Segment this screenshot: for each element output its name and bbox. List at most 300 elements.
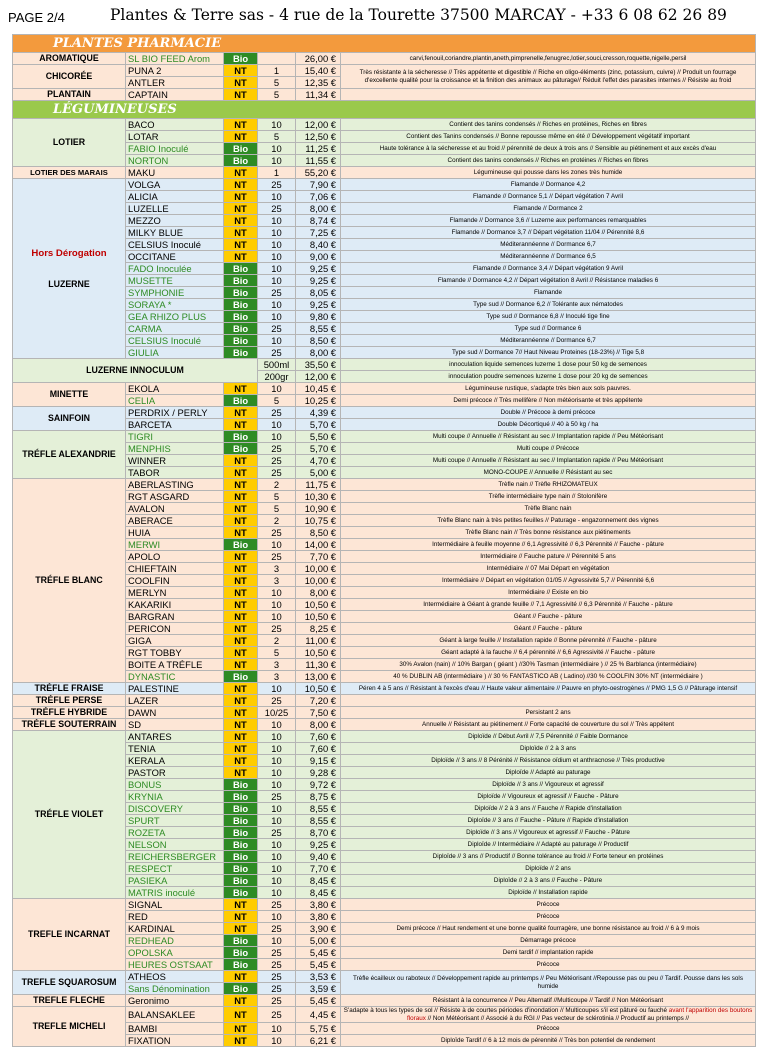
- description-text: Intermédiaire // Existe en bio: [508, 588, 588, 596]
- pack-size: 1: [258, 167, 296, 179]
- label-badge: NT: [224, 131, 258, 143]
- price: 7,60 €: [296, 731, 341, 743]
- pack-size: 10: [258, 731, 296, 743]
- description-text: Trèfle intermédiaire type nain // Stolonifère: [488, 492, 608, 500]
- group-label: TREFLE MICHELI: [32, 1021, 106, 1031]
- variety-name: MUSETTE: [126, 275, 224, 287]
- description: [341, 575, 756, 587]
- price: 7,20 €: [296, 695, 341, 707]
- label-badge: Bio: [224, 671, 258, 683]
- description-text: Géant à large feuille // Installation rapide // Bonne pérennité // Fauche - pâture: [439, 636, 657, 644]
- description-text: Flamande: [534, 288, 563, 296]
- pack-size: 10: [258, 383, 296, 395]
- price: 9,25 €: [296, 299, 341, 311]
- group-name: [13, 971, 126, 995]
- description: [341, 755, 756, 767]
- label-badge: Bio: [224, 275, 258, 287]
- label-badge: NT: [224, 227, 258, 239]
- price: 8,70 €: [296, 827, 341, 839]
- product-row: [13, 707, 756, 719]
- pack-size: 10: [258, 755, 296, 767]
- description: [341, 1007, 756, 1023]
- pack-size: 25: [258, 443, 296, 455]
- pack-size: 25: [258, 695, 296, 707]
- label-badge: NT: [224, 251, 258, 263]
- description: [341, 611, 756, 623]
- description: [341, 1035, 756, 1047]
- variety-name: TIGRI: [126, 431, 224, 443]
- label-badge: Bio: [224, 431, 258, 443]
- description-text: Méditerannéenne // Dormance 6,7: [500, 240, 596, 248]
- pack-size: 10: [258, 875, 296, 887]
- pack-size: 10: [258, 239, 296, 251]
- section-title: PLANTES PHARMACIE: [13, 35, 756, 53]
- variety-name: MILKY BLUE: [126, 227, 224, 239]
- description: [341, 215, 756, 227]
- description-text: Diploïde // Installation rapide: [508, 888, 588, 896]
- pack-size: 2: [258, 635, 296, 647]
- label-badge: NT: [224, 479, 258, 491]
- description: [341, 791, 756, 803]
- price: 7,50 €: [296, 707, 341, 719]
- description: [341, 251, 756, 263]
- variety-name: TABOR: [126, 467, 224, 479]
- label-badge: NT: [224, 551, 258, 563]
- description-text: Diploïde // 2 à 3 ans // Fauche // Rapide d'installation: [474, 804, 622, 812]
- variety-name: APOLO: [126, 551, 224, 563]
- derogation-note: Hors Dérogation: [31, 247, 107, 259]
- variety-name: Sans Dénomination: [126, 983, 224, 995]
- variety-name: MENPHIS: [126, 443, 224, 455]
- pack-size: 10: [258, 431, 296, 443]
- description-text: Très résistante à la sécheresse // Très appétente et digestible // Riche en oligo-éléments (zinc, potassium, cuivre) // Produit un fourrage d'excellente qualité pour la croissance et la finition des animaux au pâturage// Réduit l'effet des parasites internes // Résiste au froid: [359, 69, 737, 84]
- description-text: Flamande // Dormance 4,2 // Départ végétation 8 Avril // Résistance maladies 6: [437, 276, 659, 284]
- price: 11,55 €: [296, 155, 341, 167]
- label-badge: Bio: [224, 935, 258, 947]
- variety-name: KERALA: [126, 755, 224, 767]
- description: [341, 707, 756, 719]
- price: 5,00 €: [296, 467, 341, 479]
- variety-name: HEURES OSTSAAT: [126, 959, 224, 971]
- pack-size: 10: [258, 119, 296, 131]
- variety-name: SD: [126, 719, 224, 731]
- variety-name: LOTAR: [126, 131, 224, 143]
- label-badge: Bio: [224, 299, 258, 311]
- label-badge: Bio: [224, 779, 258, 791]
- pack-size: 5: [258, 131, 296, 143]
- description: [341, 53, 756, 65]
- description: [341, 875, 756, 887]
- description: [341, 479, 756, 491]
- pack-size: 10: [258, 839, 296, 851]
- description-text: Contient des tanins condensés // Riches en protéines, Riches en fibres: [449, 120, 647, 128]
- pack-size: 3: [258, 575, 296, 587]
- description-text: Type sud // Dormance 6,2 // Tolérante aux nématodes: [473, 300, 623, 308]
- price: 10,50 €: [296, 647, 341, 659]
- description: [341, 899, 756, 911]
- description: [341, 311, 756, 323]
- price: 3,80 €: [296, 899, 341, 911]
- description: [341, 491, 756, 503]
- product-row: [13, 1007, 756, 1023]
- variety-name: BALANSAKLEE: [126, 1007, 224, 1023]
- price: 8,75 €: [296, 791, 341, 803]
- variety-name: DISCOVERY: [126, 803, 224, 815]
- label-badge: Bio: [224, 263, 258, 275]
- pack-size: 10: [258, 311, 296, 323]
- description-text: Trèfle Blanc nain à très petites feuilles // Paturage - engazonnement des vignes: [437, 516, 659, 524]
- group-name: [13, 431, 126, 479]
- description: [341, 923, 756, 935]
- group-label: LUZERNE: [48, 278, 90, 289]
- price: 5,45 €: [296, 959, 341, 971]
- price: 9,15 €: [296, 755, 341, 767]
- product-row: [13, 899, 756, 911]
- variety-name: REICHERSBERGER: [126, 851, 224, 863]
- variety-name: PUNA 2: [126, 65, 224, 77]
- description: [341, 395, 756, 407]
- label-badge: NT: [224, 971, 258, 983]
- description: [341, 659, 756, 671]
- variety-name: FIXATION: [126, 1035, 224, 1047]
- variety-name: Geronimo: [126, 995, 224, 1007]
- variety-name: FABIO Inoculé: [126, 143, 224, 155]
- variety-name: BARGRAN: [126, 611, 224, 623]
- description: [341, 599, 756, 611]
- description: [341, 335, 756, 347]
- description: [341, 1023, 756, 1035]
- pack-size: 25: [258, 203, 296, 215]
- pack-size: 10/25: [258, 707, 296, 719]
- description: [341, 467, 756, 479]
- label-badge: Bio: [224, 827, 258, 839]
- label-badge: NT: [224, 911, 258, 923]
- variety-name: TENIA: [126, 743, 224, 755]
- group-label: TRÉFLE ALEXANDRIE: [22, 449, 116, 459]
- label-badge: NT: [224, 731, 258, 743]
- pack-size: 25: [258, 179, 296, 191]
- pack-size: 25: [258, 623, 296, 635]
- group-label: MINETTE: [49, 389, 89, 399]
- description-text: Annuelle // Résistant au piétinement // Forte capacité de couverture du sol // Très appétent: [422, 720, 675, 728]
- pack-size: 10: [258, 227, 296, 239]
- pack-size: 10: [258, 275, 296, 287]
- variety-name: PALESTINE: [126, 683, 224, 695]
- pack-size: 25: [258, 923, 296, 935]
- description: [341, 65, 756, 89]
- description-text: Géant // Fauche - pâture: [513, 624, 583, 632]
- label-badge: NT: [224, 719, 258, 731]
- description-text: innoculation poudre semences luzerne 1 dose pour 20 kg de semences: [448, 372, 648, 380]
- page-number: PAGE 2/4: [8, 10, 65, 25]
- label-badge: NT: [224, 527, 258, 539]
- price: 5,45 €: [296, 947, 341, 959]
- description-text: Intermédiaire // 07 Mai Départ en végétation: [486, 564, 610, 572]
- variety-name: GIULIA: [126, 347, 224, 359]
- description-text: 30% Avalon (nain) // 10% Bargan ( géant ) //30% Tasman (intermédiaire ) // 25 % Barblanca (intermédiaire): [399, 660, 697, 668]
- description: [341, 839, 756, 851]
- description-text: Type sud // Dormance 6: [514, 324, 582, 332]
- group-name: [13, 707, 126, 719]
- description-text: Demi précoce // Très mellifère // Non météorisante et très appétente: [453, 396, 643, 404]
- label-badge: NT: [224, 119, 258, 131]
- group-label: TREFLE FLECHE: [33, 995, 105, 1005]
- label-badge: NT: [224, 683, 258, 695]
- description: [341, 851, 756, 863]
- group-label: SAINFOIN: [47, 413, 91, 423]
- pack-size: 10: [258, 887, 296, 899]
- pack-size: 5: [258, 503, 296, 515]
- description: [341, 179, 756, 191]
- price: 8,00 €: [296, 719, 341, 731]
- description-text: Légumineuse qui pousse dans les zones très humide: [473, 168, 623, 176]
- group-name: [13, 179, 126, 359]
- variety-name: PASTOR: [126, 767, 224, 779]
- label-badge: NT: [224, 623, 258, 635]
- pack-size: 10: [258, 743, 296, 755]
- product-row: [13, 89, 756, 101]
- price: 8,55 €: [296, 323, 341, 335]
- pack-size: 25: [258, 323, 296, 335]
- variety-name: WINNER: [126, 455, 224, 467]
- pack-size: 25: [258, 467, 296, 479]
- description: [341, 455, 756, 467]
- pack-size: 25: [258, 791, 296, 803]
- description-text: Résistant à la concurrence // Peu Alternatif //Multicoupe // Tardif // Non Météorisant: [432, 996, 664, 1004]
- description-text: Demi tardif // implantation rapide: [502, 948, 594, 956]
- description-text: Démarrage précoce: [520, 936, 576, 944]
- pack-size: 10: [258, 143, 296, 155]
- variety-name: BOITE A TRÉFLE: [126, 659, 224, 671]
- group-label: CHICORÉE: [45, 71, 93, 81]
- group-name: [13, 683, 126, 695]
- price: 3,90 €: [296, 923, 341, 935]
- product-row: [13, 719, 756, 731]
- pack-size: 10: [258, 911, 296, 923]
- description: [341, 89, 756, 101]
- price: 4,39 €: [296, 407, 341, 419]
- label-badge: NT: [224, 647, 258, 659]
- price: 5,50 €: [296, 431, 341, 443]
- description-text: Diploïde // Vigoureux et agressif // Fauche - Pâture: [477, 792, 619, 800]
- description: [341, 227, 756, 239]
- group-name: [13, 119, 126, 167]
- description: [341, 419, 756, 431]
- price: 10,45 €: [296, 383, 341, 395]
- description: [341, 935, 756, 947]
- variety-name: AVALON: [126, 503, 224, 515]
- price: 11,00 €: [296, 635, 341, 647]
- variety-name: VOLGA: [126, 179, 224, 191]
- group-name: [13, 89, 126, 101]
- description: [341, 803, 756, 815]
- pack-size: 500ml: [258, 359, 296, 371]
- description-text: Précoce: [536, 1024, 560, 1032]
- description-text: Précoce: [536, 912, 560, 920]
- pack-size: 2: [258, 479, 296, 491]
- pack-size: 10: [258, 779, 296, 791]
- group-label: PLANTAIN: [47, 89, 91, 99]
- section-title: LÉGUMINEUSES: [13, 101, 756, 119]
- label-badge: Bio: [224, 53, 258, 65]
- group-label: TREFLE INCARNAT: [28, 929, 110, 939]
- description-highlight: avant l'apparition des boutons floraux: [406, 1007, 753, 1022]
- description-text: 40 % DUBLIN AB (intermédiaire ) // 30 % FANTASTICO AB ( Ladino) //30 % COOLFIN 30% NT (intermédiaire ): [393, 672, 703, 680]
- description-text: Trèfle Blanc nain: [524, 504, 572, 512]
- group-label: LOTIER DES MARAIS: [30, 168, 108, 177]
- description: [341, 239, 756, 251]
- variety-name: DYNASTIC: [126, 671, 224, 683]
- pack-size: 25: [258, 551, 296, 563]
- group-label: TRÉFLE FRAISE: [34, 683, 104, 693]
- variety-name: CELSIUS Inoculé: [126, 239, 224, 251]
- variety-name: SL BIO FEED Arom: [126, 53, 224, 65]
- description: [341, 203, 756, 215]
- price: 12,00 €: [296, 119, 341, 131]
- price: 10,50 €: [296, 599, 341, 611]
- description-text: Trèfle nain // Trèfle RHIZOMATEUX: [498, 480, 598, 488]
- group-label: TRÉFLE SOUTERRAIN: [21, 719, 117, 729]
- description: [341, 371, 756, 383]
- description-text: Diploïde // 3 ans // Fauche - Pâture // Rapide d'installation: [467, 816, 629, 824]
- variety-name: KAKARIKI: [126, 599, 224, 611]
- pack-size: 10: [258, 815, 296, 827]
- label-badge: NT: [224, 923, 258, 935]
- pack-size: 2: [258, 515, 296, 527]
- variety-name: MERWI: [126, 539, 224, 551]
- price: 10,00 €: [296, 575, 341, 587]
- description: [341, 995, 756, 1007]
- label-badge: NT: [224, 563, 258, 575]
- price: 8,50 €: [296, 335, 341, 347]
- price: 11,75 €: [296, 479, 341, 491]
- label-badge: Bio: [224, 875, 258, 887]
- product-row: [13, 119, 756, 131]
- label-badge: NT: [224, 575, 258, 587]
- description: [341, 731, 756, 743]
- company-title: Plantes & Terre sas - 4 rue de la Tourette 37500 MARCAY - +33 6 08 62 26 89: [110, 6, 727, 24]
- description-text: S'adapte à tous les types de sol // Résiste à de courtes périodes d'inondation // Multicoupes s'il est pâturé ou fauché: [343, 1007, 667, 1014]
- label-badge: NT: [224, 707, 258, 719]
- pack-size: 10: [258, 863, 296, 875]
- description-text: Diploïde // Début Avril // 7,5 Pérennité // Faible Dormance: [468, 732, 628, 740]
- description: [341, 635, 756, 647]
- price: 35,50 €: [296, 359, 341, 371]
- pack-size: 10: [258, 935, 296, 947]
- price: 8,00 €: [296, 587, 341, 599]
- variety-name: ROZETA: [126, 827, 224, 839]
- description: [341, 779, 756, 791]
- description-text: Haute tolérance à la sécheresse et au froid // pérennité de deux à trois ans // Sensible au piétinement et aux excès d'eau: [379, 144, 717, 152]
- pack-size: 10: [258, 611, 296, 623]
- variety-name: FADO Inoculée: [126, 263, 224, 275]
- description: [341, 515, 756, 527]
- group-name: [13, 899, 126, 971]
- price: 7,25 €: [296, 227, 341, 239]
- label-badge: NT: [224, 659, 258, 671]
- pack-size: 10: [258, 419, 296, 431]
- label-badge: Bio: [224, 395, 258, 407]
- description-text-end: // Non Météorisant // Associé à du RGI // Pas vecteur de sclérotinia // Productif au printemps //: [427, 1014, 690, 1022]
- description-text: MONO-COUPE // Annuelle // Résistant au sec: [483, 468, 613, 476]
- price: 7,70 €: [296, 863, 341, 875]
- description: [341, 887, 756, 899]
- description-text: carvi,fenouil,coriandre,plantin,aneth,pimprenelle,fenugrec,lotier,souci,cresson,roquette,nigelle,persil: [409, 54, 687, 62]
- description: [341, 683, 756, 695]
- pack-size: 3: [258, 659, 296, 671]
- variety-name: NORTON: [126, 155, 224, 167]
- group-name: [13, 383, 126, 407]
- description-text: Type sud // Dormance 7// Haut Niveau Proteines (18-23%) // Tige 5,8: [451, 348, 645, 356]
- pack-size: 25: [258, 947, 296, 959]
- product-row: [13, 695, 756, 707]
- description: [341, 959, 756, 971]
- label-badge: NT: [224, 503, 258, 515]
- pack-size: 5: [258, 491, 296, 503]
- pack-size: 10: [258, 719, 296, 731]
- description: [341, 671, 756, 683]
- product-row: [13, 995, 756, 1007]
- description-text: Flamande // Dormance 2: [513, 204, 583, 212]
- label-badge: Bio: [224, 443, 258, 455]
- variety-name: BONUS: [126, 779, 224, 791]
- label-badge: NT: [224, 1023, 258, 1035]
- pack-size: 10: [258, 587, 296, 599]
- description: [341, 131, 756, 143]
- description-text: innoculation liquide semences luzerne 1 dose pour 50 kg de semences: [449, 360, 647, 368]
- description: [341, 587, 756, 599]
- description: [341, 971, 756, 995]
- description-text: Intermédiaire // Fauche pature // Pérennité 5 ans: [480, 552, 616, 560]
- price: 7,70 €: [296, 551, 341, 563]
- description-text: Diploïde // 3 ans // Vigoureux et agressif // Fauche - Pâture: [466, 828, 630, 836]
- price: 5,75 €: [296, 1023, 341, 1035]
- pack-size: 10: [258, 1023, 296, 1035]
- description-text: Légumineuse rustique, s'adapte très bien aux sols pauvres.: [465, 384, 631, 392]
- label-badge: NT: [224, 455, 258, 467]
- product-row: [13, 971, 756, 983]
- variety-name: SORAYA *: [126, 299, 224, 311]
- description: [341, 527, 756, 539]
- pack-size: 10: [258, 1035, 296, 1047]
- price: 55,20 €: [296, 167, 341, 179]
- description: [341, 767, 756, 779]
- product-row: [13, 179, 756, 191]
- product-row: [13, 731, 756, 743]
- description-text: Intermédiaire à Géant à grande feuille // 7,1 Agressivité // 6,3 Pérennité // Fauche - pâture: [423, 600, 673, 608]
- description: [341, 743, 756, 755]
- label-badge: Bio: [224, 323, 258, 335]
- page-header: [0, 0, 768, 34]
- price: 9,25 €: [296, 839, 341, 851]
- description-text: Contient des Tanins condensés // Bonne repousse même en été // Développement végétatif important: [406, 132, 690, 140]
- variety-name: MATRIS inoculé: [126, 887, 224, 899]
- description: [341, 863, 756, 875]
- pack-size: 25: [258, 287, 296, 299]
- price: 3,59 €: [296, 983, 341, 995]
- description-text: Géant adapté à la fauche // 6,4 pérennité // 6,6 Agressivité // Fauche - pâture: [441, 648, 655, 656]
- price: 9,25 €: [296, 275, 341, 287]
- variety-name: ANTLER: [126, 77, 224, 89]
- price: 10,90 €: [296, 503, 341, 515]
- label-badge: NT: [224, 767, 258, 779]
- label-badge: NT: [224, 695, 258, 707]
- product-row: [13, 65, 756, 77]
- label-badge: Bio: [224, 287, 258, 299]
- price: 5,70 €: [296, 443, 341, 455]
- pack-size: 25: [258, 527, 296, 539]
- product-row: [13, 383, 756, 395]
